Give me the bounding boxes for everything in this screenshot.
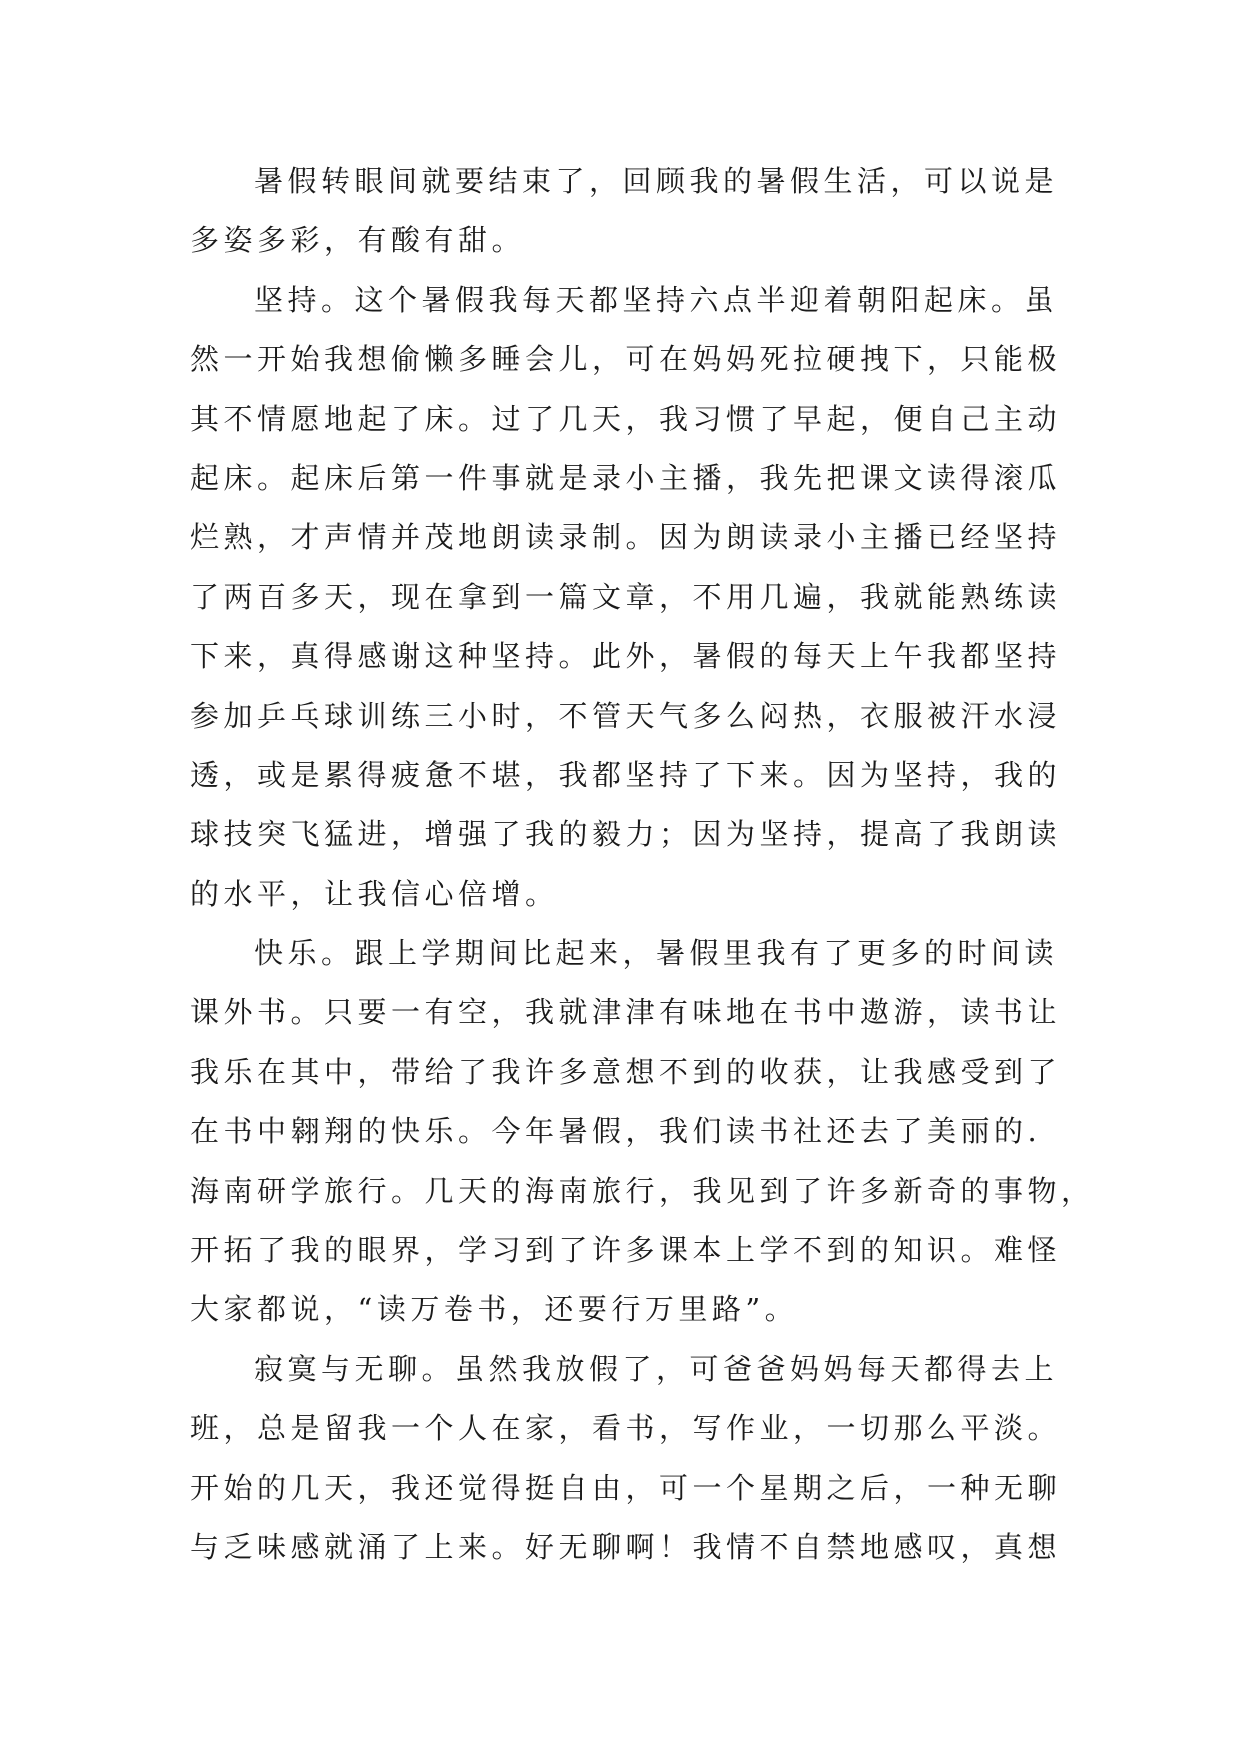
text-line: 快乐。跟上学期间比起来，暑假里我有了更多的时间读 xyxy=(254,936,1059,971)
text-line: 大家都说，“读万卷书，还要行万里路”。 xyxy=(190,1292,799,1327)
text-line: 开拓了我的眼界，学习到了许多课本上学不到的知识。难怪 xyxy=(190,1233,1062,1268)
text-line: 其不情愿地起了床。过了几天，我习惯了早起，便自己主动 xyxy=(190,401,1062,436)
text-line: 海南研学旅行。几天的海南旅行，我见到了许多新奇的事物， xyxy=(190,1173,1095,1208)
text-line: 坚持。这个暑假我每天都坚持六点半迎着朝阳起床。虽 xyxy=(254,282,1059,317)
text-line: 下来，真得感谢这种坚持。此外，暑假的每天上午我都坚持 xyxy=(190,639,1062,674)
text-line: 暑假转眼间就要结束了，回顾我的暑假生活，可以说是 xyxy=(254,164,1059,198)
text-line: 开始的几天，我还觉得挺自由，可一个星期之后，一种无聊 xyxy=(190,1470,1062,1505)
text-line: 然一开始我想偷懒多睡会儿，可在妈妈死拉硬拽下，只能极 xyxy=(190,342,1062,377)
text-line: 与乏味感就涌了上来。好无聊啊！我情不自禁地感叹，真想 xyxy=(190,1529,1062,1564)
text-line: 烂熟，才声情并茂地朗读录制。因为朗读录小主播已经坚持 xyxy=(190,520,1062,555)
text-line: 寂寞与无聊。虽然我放假了，可爸爸妈妈每天都得去上 xyxy=(254,1351,1059,1386)
text-line: 课外书。只要一有空，我就津津有味地在书中遨游，读书让 xyxy=(190,995,1062,1030)
text-line: 球技突飞猛进，增强了我的毅力；因为坚持，提高了我朗读 xyxy=(190,817,1062,852)
text-line: 透，或是累得疲惫不堪，我都坚持了下来。因为坚持，我的 xyxy=(190,757,1062,792)
text-line: 的水平，让我信心倍增。 xyxy=(190,876,559,911)
essay-body xyxy=(190,152,1095,1577)
text-line: 了两百多天，现在拿到一篇文章，不用几遍，我就能熟练读 xyxy=(190,579,1062,614)
text-line: 班，总是留我一个人在家，看书，写作业，一切那么平淡。 xyxy=(190,1411,1062,1446)
text-line: 参加乒乓球训练三小时，不管天气多么闷热，衣服被汗水浸 xyxy=(190,698,1062,733)
text-line: 起床。起床后第一件事就是录小主播，我先把课文读得滚瓜 xyxy=(190,460,1062,495)
text-line: 我乐在其中，带给了我许多意想不到的收获，让我感受到了 xyxy=(190,1054,1062,1089)
text-line: 多姿多彩，有酸有甜。 xyxy=(190,223,526,258)
text-line: 在书中翱翔的快乐。今年暑假，我们读书社还去了美丽的. xyxy=(190,1114,1042,1149)
